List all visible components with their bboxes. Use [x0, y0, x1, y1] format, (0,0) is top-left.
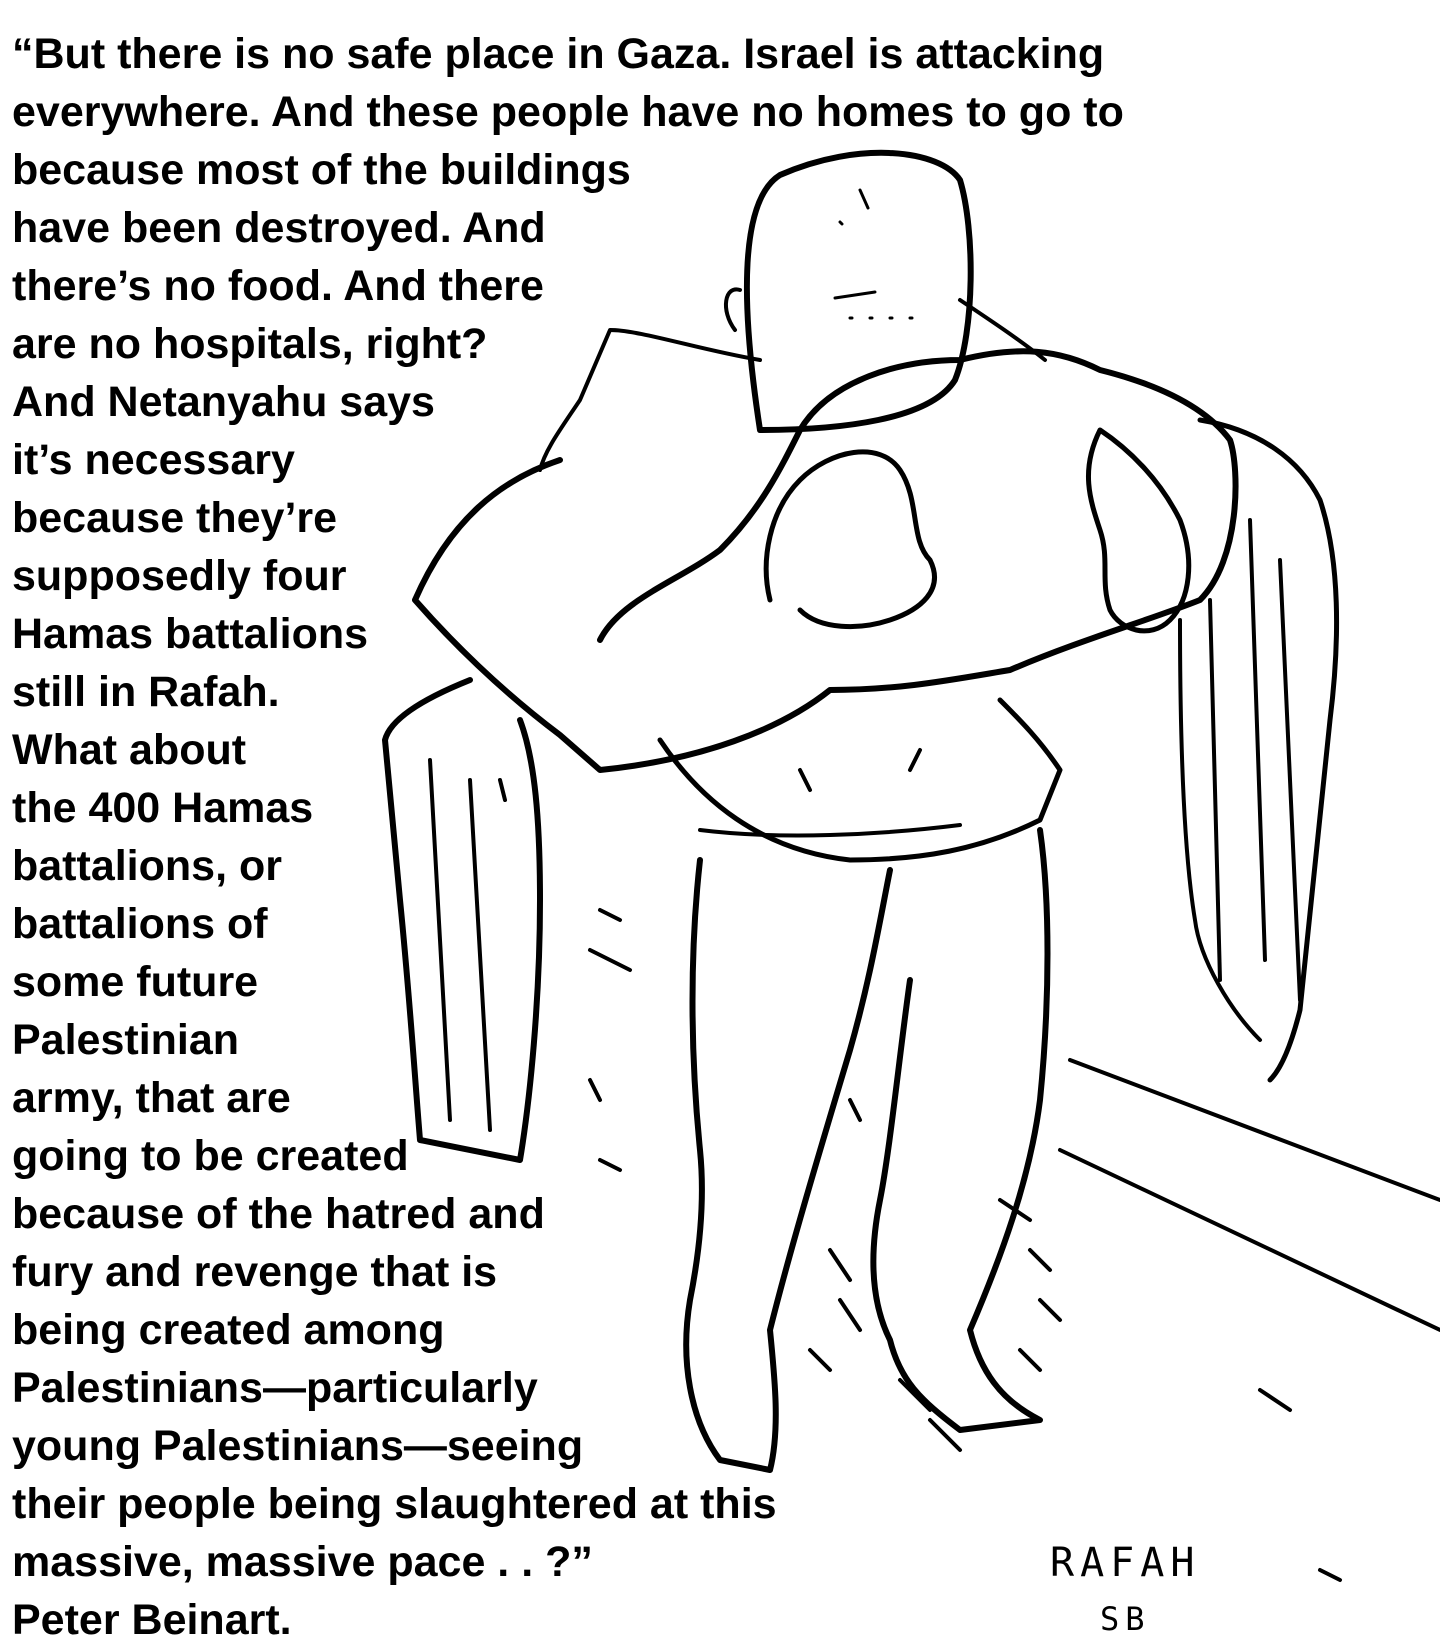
- quote-line-20: going to be created: [12, 1132, 409, 1180]
- quote-line-3: because most of the buildings: [12, 146, 631, 194]
- quote-line-22: fury and revenge that is: [12, 1248, 498, 1296]
- face-marks: [835, 190, 912, 318]
- hand-right: [1088, 430, 1188, 631]
- quote-line-23: being created among: [12, 1306, 445, 1354]
- signature-place: RAFAH: [1050, 1540, 1201, 1586]
- quote-line-25: young Palestinians—seeing: [12, 1422, 584, 1470]
- signature-initials: SB: [1100, 1600, 1151, 1638]
- quote-line-11: Hamas battalions: [12, 610, 369, 658]
- quote-line-10: supposedly four: [12, 552, 347, 600]
- quote-line-4: have been destroyed. And: [12, 204, 546, 252]
- hand-left: [766, 452, 934, 627]
- quote-line-9: because they’re: [12, 494, 338, 542]
- torso: [660, 700, 1060, 860]
- quote-attribution: Peter Beinart.: [12, 1596, 292, 1644]
- quote-line-7: And Netanyahu says: [12, 378, 435, 426]
- head-outline: [747, 153, 971, 430]
- quote-line-26: their people being slaughtered at this: [12, 1480, 777, 1528]
- quote-line-17: some future: [12, 958, 259, 1006]
- quote-line-1: “But there is no safe place in Gaza. Israel is attacking: [12, 30, 1105, 78]
- quote-line-19: army, that are: [12, 1074, 291, 1122]
- shoulder-left: [540, 330, 760, 470]
- carried-figure: [415, 351, 1236, 770]
- quote-line-24: Palestinians—particularly: [12, 1364, 538, 1412]
- quote-line-12: still in Rafah.: [12, 668, 280, 716]
- leg-left: [686, 860, 890, 1470]
- quote-line-14: the 400 Hamas: [12, 784, 314, 832]
- quote-line-5: there’s no food. And there: [12, 262, 544, 310]
- quote-line-18: Palestinian: [12, 1016, 240, 1064]
- quote-line-16: battalions of: [12, 900, 268, 948]
- quote-line-8: it’s necessary: [12, 436, 295, 484]
- quote-line-13: What about: [12, 726, 247, 774]
- leg-right: [873, 830, 1047, 1430]
- quote-line-15: battalions, or: [12, 842, 282, 890]
- quote-line-21: because of the hatred and: [12, 1190, 545, 1238]
- arm-left: [385, 680, 540, 1160]
- quote-line-27: massive, massive pace . . ?”: [12, 1538, 593, 1586]
- arm-left-lines: [430, 760, 505, 1130]
- ear: [726, 289, 740, 330]
- quote-line-2: everywhere. And these people have no homes to go to: [12, 88, 1124, 136]
- quote-line-6: are no hospitals, right?: [12, 320, 488, 368]
